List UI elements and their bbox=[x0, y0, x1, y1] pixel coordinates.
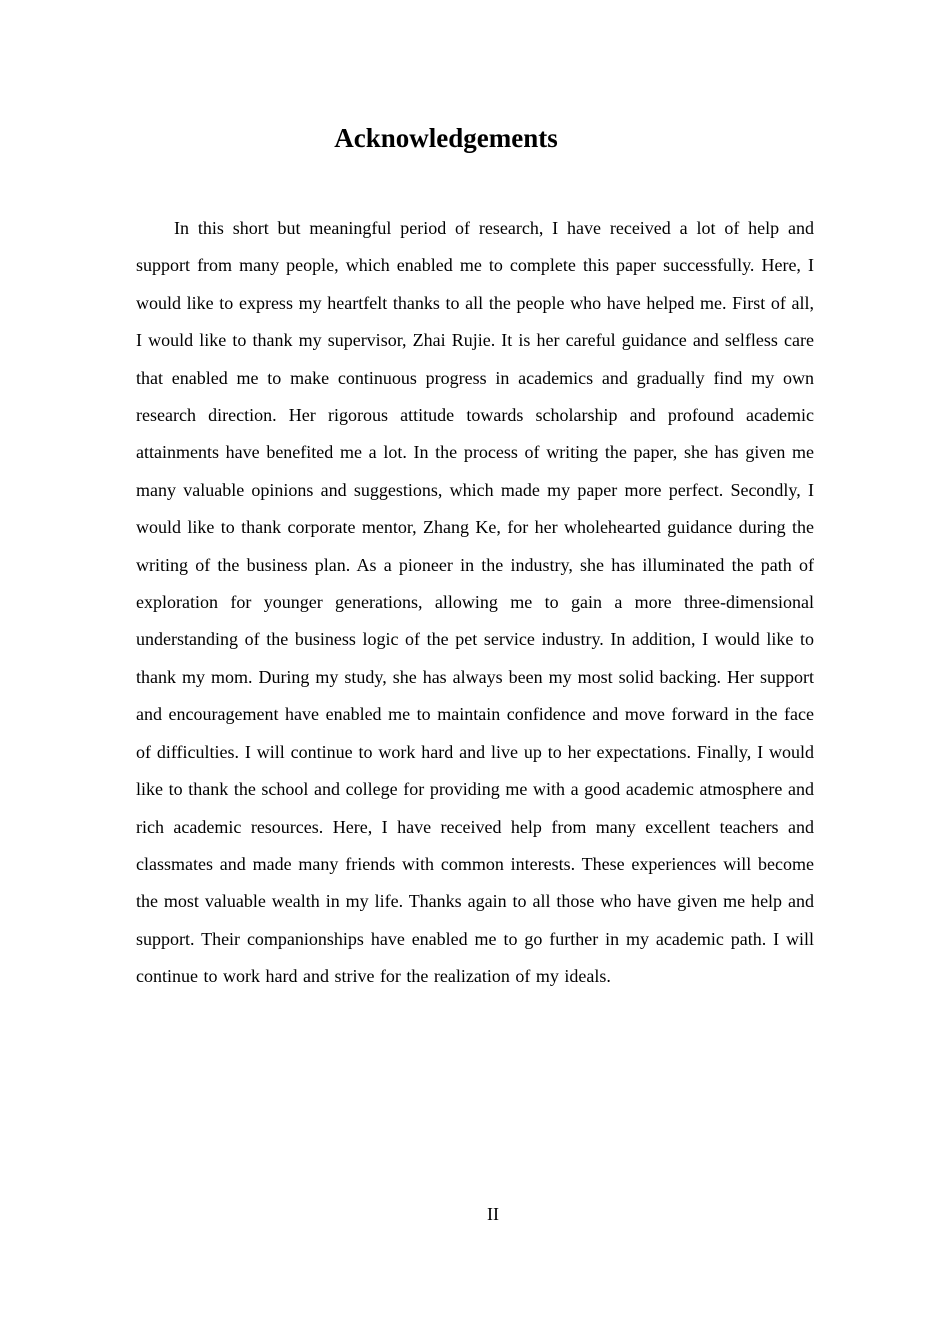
page-title: Acknowledgements bbox=[334, 123, 558, 153]
page-number: II bbox=[487, 1204, 499, 1224]
acknowledgements-paragraph: In this short but meaningful period of research, I have received a lot of help and support from many people, which enabled me to complete this paper successfully. Here, I would like to express my heartfelt thanks to all the people who have helped me. First of all, I would like to thank my supervisor, Zhai Rujie. It is her careful guidance and selfless care that enabled me to make continuous progress in academics and gradually find my own research direction. Her rigorous attitude towards scholarship and profound academic attainments have benefited me a lot. In the process of writing the paper, she has given me many valuable opinions and suggestions, which made my paper more perfect. Secondly, I would like to thank corporate mentor, Zhang Ke, for her wholehearted guidance during the writing of the business plan. As a pioneer in the industry, she has illuminated the path of exploration for younger generations, allowing me to gain a more three-dimensional understanding of the business logic of the pet service industry. In addition, I would like to thank my mom. During my study, she has always been my most solid backing. Her support and encouragement have enabled me to maintain confidence and move forward in the face of difficulties. I will continue to work hard and live up to her expectations. Finally, I would like to thank the school and college for providing me with a good academic atmosphere and rich academic resources. Here, I have received help from many excellent teachers and classmates and made many friends with common interests. These experiences will become the most valuable wealth in my life. Thanks again to all those who have given me help and support. Their companionships have enabled me to go further in my academic path. I will continue to work hard and strive for the realization of my ideals. bbox=[136, 218, 814, 987]
